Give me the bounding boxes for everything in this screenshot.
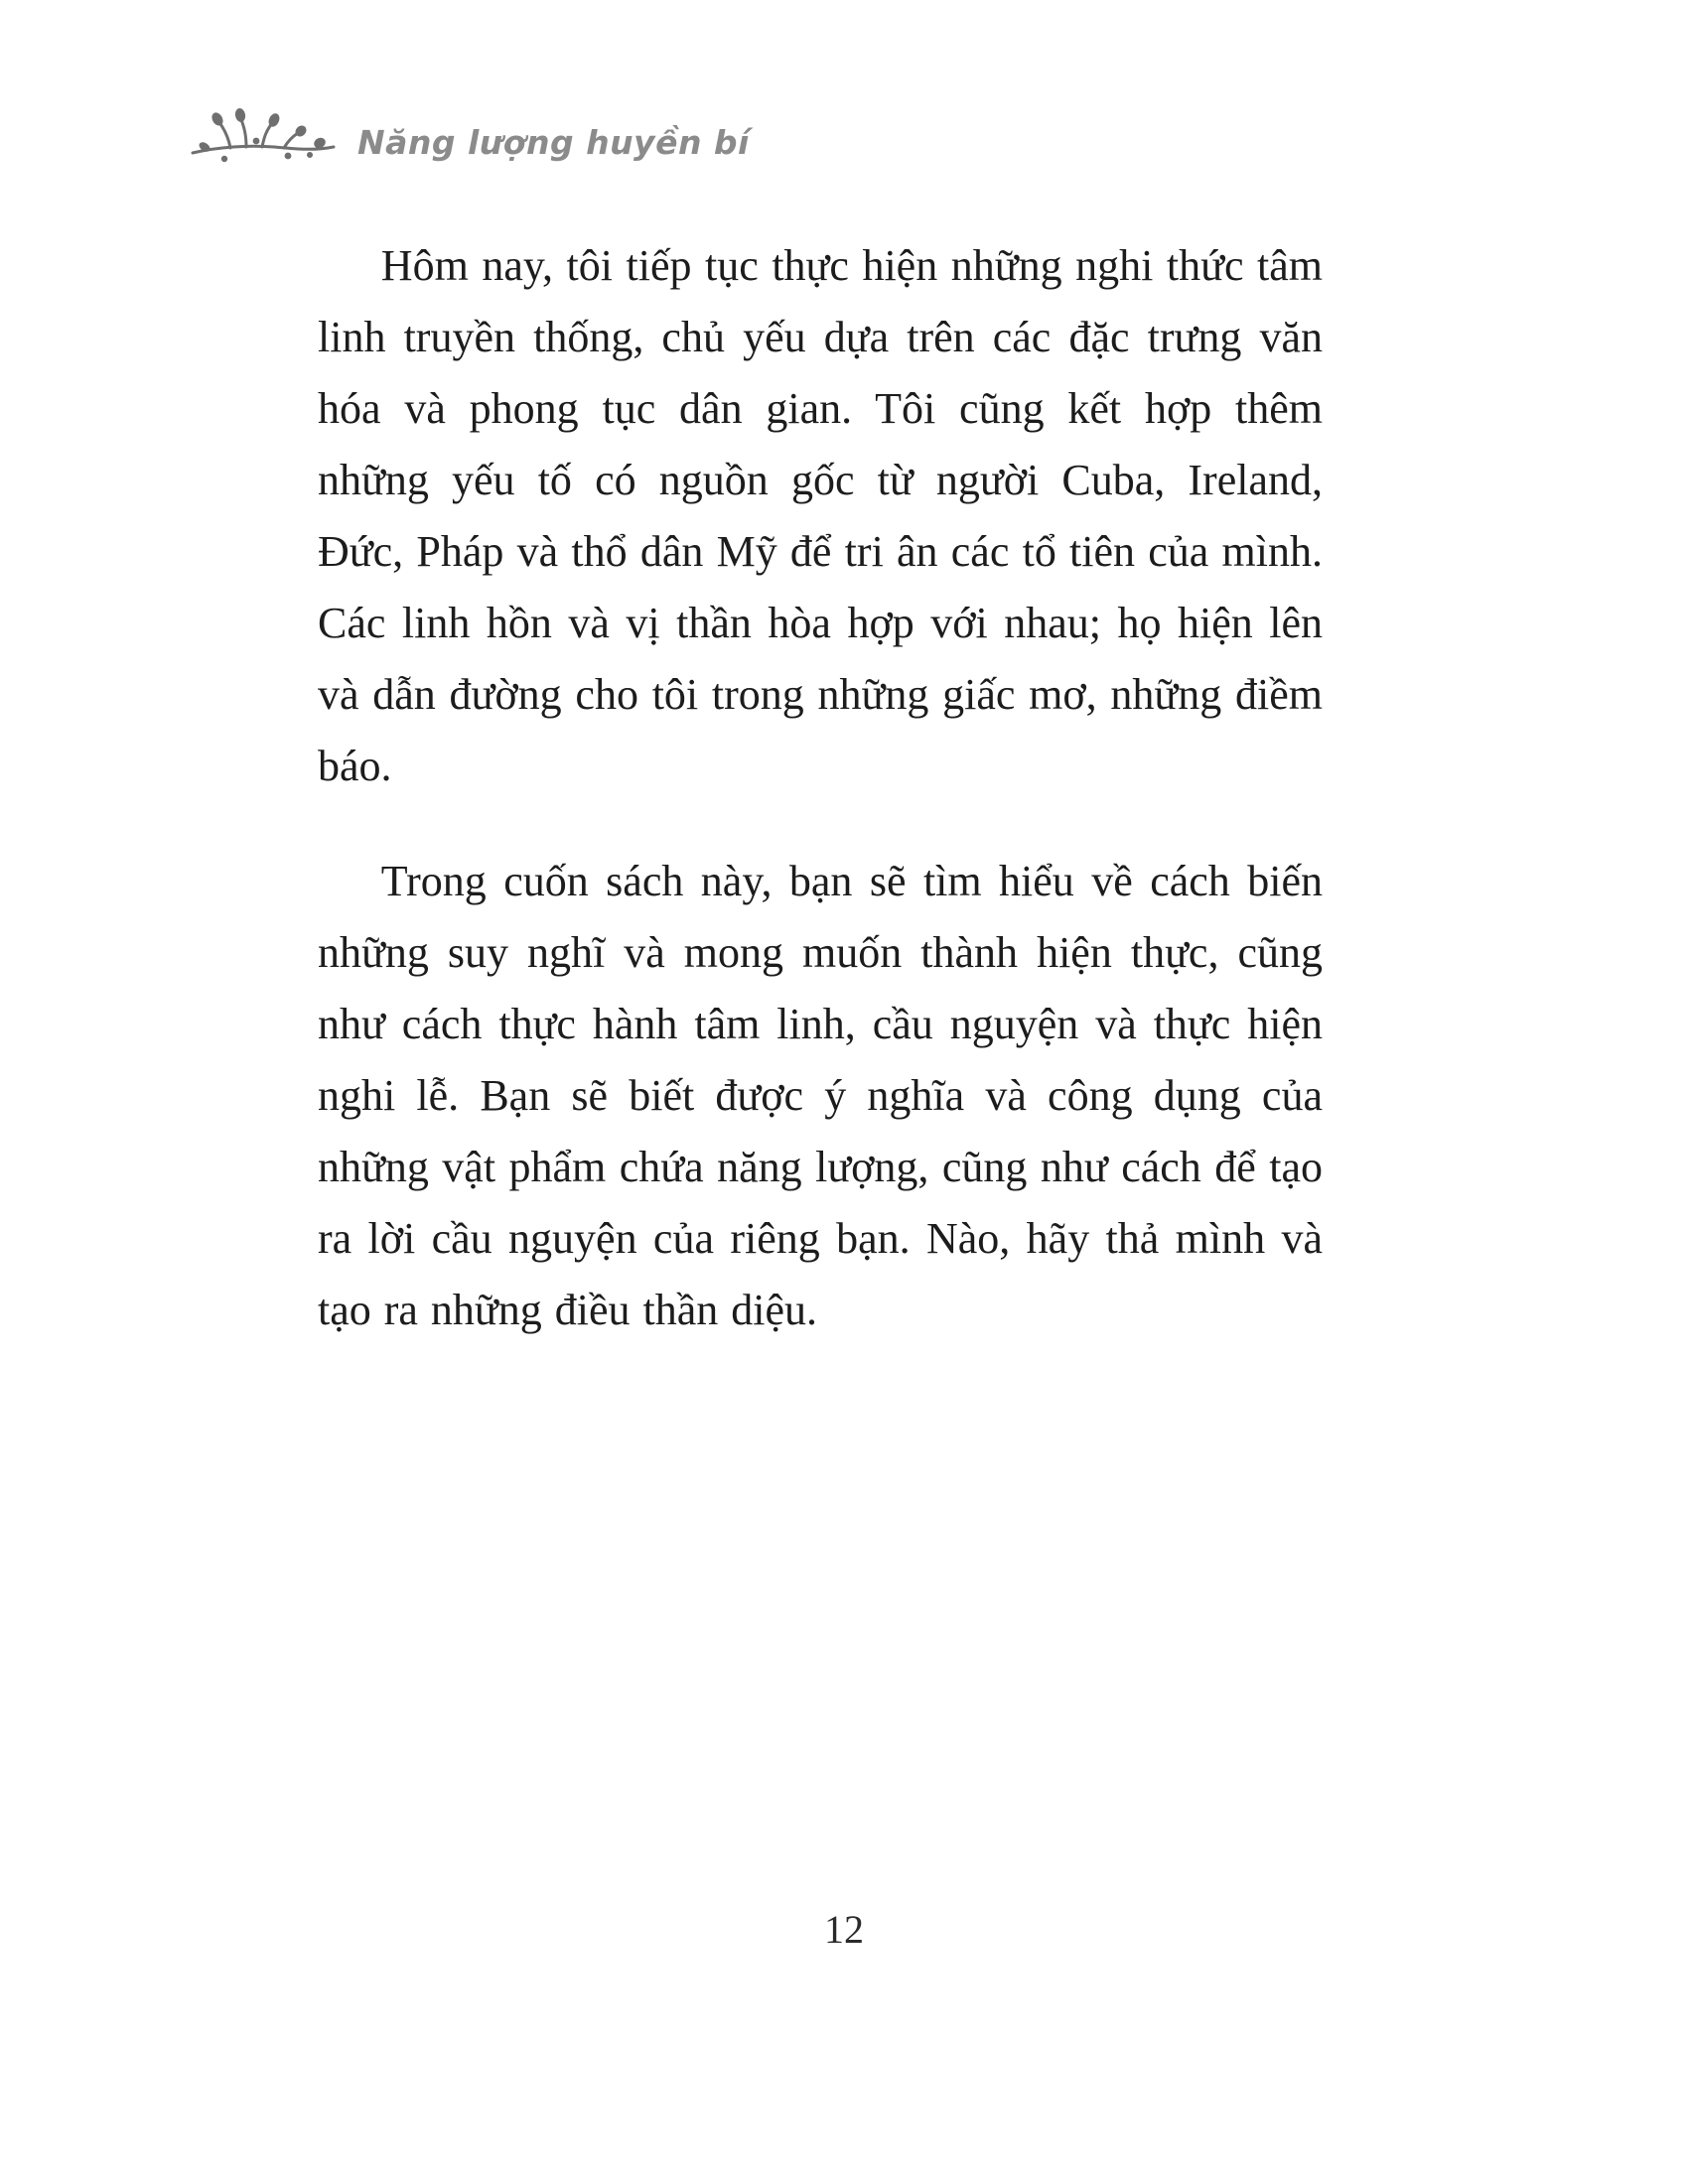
page-body [318, 230, 1323, 1346]
paragraph-2: Trong cuốn sách này, bạn sẽ tìm hiểu về cách biến những suy nghĩ và mong muốn thành hiện thực, cũng như cách thực hành tâm linh, cầu nguyện và thực hiện nghi lễ. Bạn sẽ biết được ý nghĩa và công dụng của những vật phẩm chứa năng lượng, cũng như cách để tạo ra lời cầu nguyện của riêng bạn. Nào, hãy thả mình và tạo ra những điều thần diệu. [318, 857, 1323, 1334]
branch-ornament-icon [189, 107, 338, 177]
page-header [189, 107, 750, 177]
page-footer [0, 1906, 1688, 1953]
running-head-title: Năng lượng huyền bí [357, 122, 750, 162]
paragraph-1: Hôm nay, tôi tiếp tục thực hiện những nghi thức tâm linh truyền thống, chủ yếu dựa trên các đặc trưng văn hóa và phong tục dân gian. Tôi cũng kết hợp thêm những yếu tố có nguồn gốc từ người Cuba, Ireland, Đức, Pháp và thổ dân Mỹ để tri ân các tổ tiên của mình. Các linh hồn và vị thần hòa hợp với nhau; họ hiện lên và dẫn đường cho tôi trong những giấc mơ, những điềm báo. [318, 241, 1323, 790]
page-number: 12 [824, 1907, 864, 1952]
